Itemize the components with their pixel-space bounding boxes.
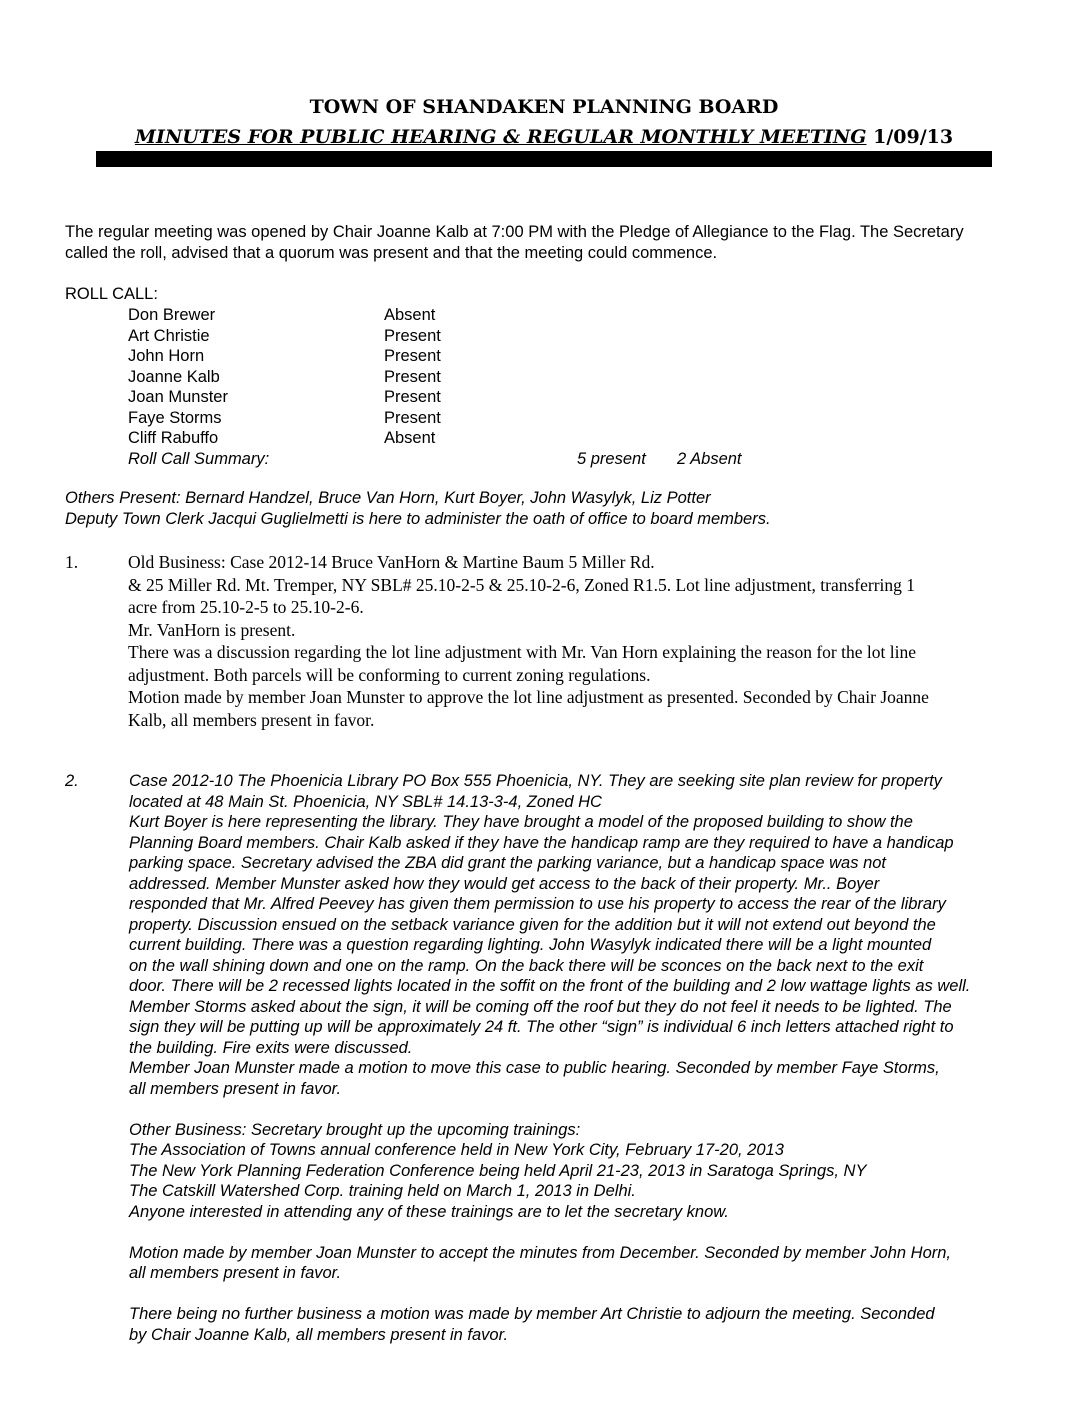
roll-call-heading: ROLL CALL: bbox=[65, 285, 158, 303]
others-line: Deputy Town Clerk Jacqui Guglielmetti is here to administer the oath of office to board members. bbox=[65, 509, 771, 528]
item-phoenicia-library bbox=[129, 771, 1039, 1345]
paragraph-gap bbox=[129, 1284, 1039, 1305]
adjourn-line: There being no further business a motion was made by member Art Christie to adjourn the meeting. Seconded bbox=[129, 1305, 935, 1323]
member-name: Art Christie bbox=[128, 326, 210, 345]
item-line: Member Storms asked about the sign, it will be coming off the roof but they do not feel it needs to be lighted. The bbox=[129, 997, 952, 1016]
meeting-date: 1/09/13 bbox=[873, 126, 954, 148]
item-line: & 25 Miller Rd. Mt. Tremper, NY SBL# 25.10-2-5 & 25.10-2-6, Zoned R1.5. Lot line adjustment, transferring 1 bbox=[128, 574, 916, 595]
minutes-motion-line: Motion made by member Joan Munster to accept the minutes from December. Seconded by member John Horn, bbox=[129, 1243, 952, 1262]
item-line: acre from 25.10-2-5 to 25.10-2-6. bbox=[128, 597, 364, 617]
item-line: responded that Mr. Alfred Peevey has given them permission to use his property to access the rear of the library bbox=[129, 895, 946, 913]
member-status: Present bbox=[384, 326, 441, 345]
item-line: Planning Board members. Chair Kalb asked if they have the handicap ramp are they required to have a handicap bbox=[129, 833, 954, 852]
item-line: on the wall shining down and one on the ramp. On the back there will be sconces on the back next to the exit bbox=[129, 956, 924, 975]
member-status: Present bbox=[384, 388, 441, 406]
summary-present: 5 present bbox=[577, 449, 646, 468]
others-present bbox=[65, 488, 1045, 529]
minutes-motion-line: all members present in favor. bbox=[129, 1264, 342, 1282]
item-line: adjustment. Both parcels will be conforming to current zoning regulations. bbox=[128, 664, 651, 685]
others-line: Others Present: Bernard Handzel, Bruce Van Horn, Kurt Boyer, John Wasylyk, Liz Potter bbox=[65, 489, 711, 507]
paragraph-gap bbox=[129, 1222, 1039, 1243]
member-status: Absent bbox=[384, 306, 436, 324]
item-line: Old Business: Case 2012-14 Bruce VanHorn & Martine Baum 5 Miller Rd. bbox=[128, 552, 655, 572]
item-line: Kalb, all members present in favor. bbox=[128, 709, 375, 730]
member-name: Faye Storms bbox=[128, 408, 222, 427]
member-status: Present bbox=[384, 347, 441, 365]
summary-absent: 2 Absent bbox=[677, 449, 742, 468]
other-business-line: The Association of Towns annual conference held in New York City, February 17-20, 2013 bbox=[129, 1141, 784, 1159]
item-line: located at 48 Main St. Phoenicia, NY SBL# 14.13-3-4, Zoned HC bbox=[129, 792, 602, 811]
other-business-line: Other Business: Secretary brought up the upcoming trainings: bbox=[129, 1120, 581, 1139]
member-name: Cliff Rabuffo bbox=[128, 429, 219, 447]
member-status: Absent bbox=[384, 429, 436, 447]
adjourn-line: by Chair Joanne Kalb, all members present in favor. bbox=[129, 1325, 509, 1344]
member-name: Joanne Kalb bbox=[128, 367, 220, 386]
item-line: property. Discussion ensued on the setback variance given for the addition but it will not extend out beyond the bbox=[129, 915, 936, 934]
document-subtitle bbox=[0, 126, 1088, 148]
member-name: John Horn bbox=[128, 347, 205, 365]
item-line: Member Joan Munster made a motion to move this case to public hearing. Seconded by member Faye Storms, bbox=[129, 1059, 940, 1077]
other-business-line: The Catskill Watershed Corp. training held on March 1, 2013 in Delhi. bbox=[129, 1182, 636, 1200]
item-old-business bbox=[128, 551, 1028, 731]
other-business-line: Anyone interested in attending any of these trainings are to let the secretary know. bbox=[129, 1202, 729, 1221]
item-line: current building. There was a question regarding lighting. John Wasylyk indicated there will be a light mounted bbox=[129, 936, 932, 954]
item-line: Mr. VanHorn is present. bbox=[128, 619, 296, 640]
item-line: parking space. Secretary advised the ZBA did grant the parking variance, but a handicap space was not bbox=[129, 854, 887, 872]
other-business-line: The New York Planning Federation Conference being held April 21-23, 2013 in Saratoga Springs, NY bbox=[129, 1161, 867, 1180]
item-line: door. There will be 2 recessed lights located in the soffit on the front of the building and 2 low wattage lights as well. bbox=[129, 977, 971, 995]
item-line: Motion made by member Joan Munster to approve the lot line adjustment as presented. Seconded by Chair Joanne bbox=[128, 687, 929, 707]
member-status: Present bbox=[384, 367, 441, 386]
item-line: Kurt Boyer is here representing the library. They have brought a model of the proposed building to show the bbox=[129, 813, 913, 831]
item-line: addressed. Member Munster asked how they would get access to the back of their property. Mr.. Boyer bbox=[129, 874, 880, 893]
intro-line: called the roll, advised that a quorum was present and that the meeting could commence. bbox=[65, 243, 718, 262]
member-name: Joan Munster bbox=[128, 388, 228, 406]
document-title: TOWN OF SHANDAKEN PLANNING BOARD bbox=[309, 96, 779, 118]
item-line: sign they will be putting up will be approximately 24 ft. The other “sign” is individual 6 inch letters attached right to bbox=[129, 1018, 954, 1036]
member-name: Don Brewer bbox=[128, 306, 216, 324]
subtitle-text: MINUTES FOR PUBLIC HEARING & REGULAR MONTHLY MEETING bbox=[134, 126, 867, 148]
item-number: 1. bbox=[65, 552, 79, 572]
intro-paragraph bbox=[65, 222, 1045, 263]
intro-line: The regular meeting was opened by Chair Joanne Kalb at 7:00 PM with the Pledge of Allegiance to the Flag. The Secretary bbox=[65, 223, 964, 241]
member-status: Present bbox=[384, 408, 441, 427]
summary-label: Roll Call Summary: bbox=[128, 449, 270, 468]
item-line: all members present in favor. bbox=[129, 1079, 342, 1098]
title-rule bbox=[96, 151, 992, 167]
paragraph-gap bbox=[129, 1099, 1039, 1120]
item-line: Case 2012-10 The Phoenicia Library PO Box 555 Phoenicia, NY. They are seeking site plan review for property bbox=[129, 772, 942, 790]
item-line: There was a discussion regarding the lot line adjustment with Mr. Van Horn explaining the reason for the lot line bbox=[128, 642, 916, 662]
item-line: the building. Fire exits were discussed. bbox=[129, 1038, 413, 1057]
item-number: 2. bbox=[65, 772, 79, 790]
